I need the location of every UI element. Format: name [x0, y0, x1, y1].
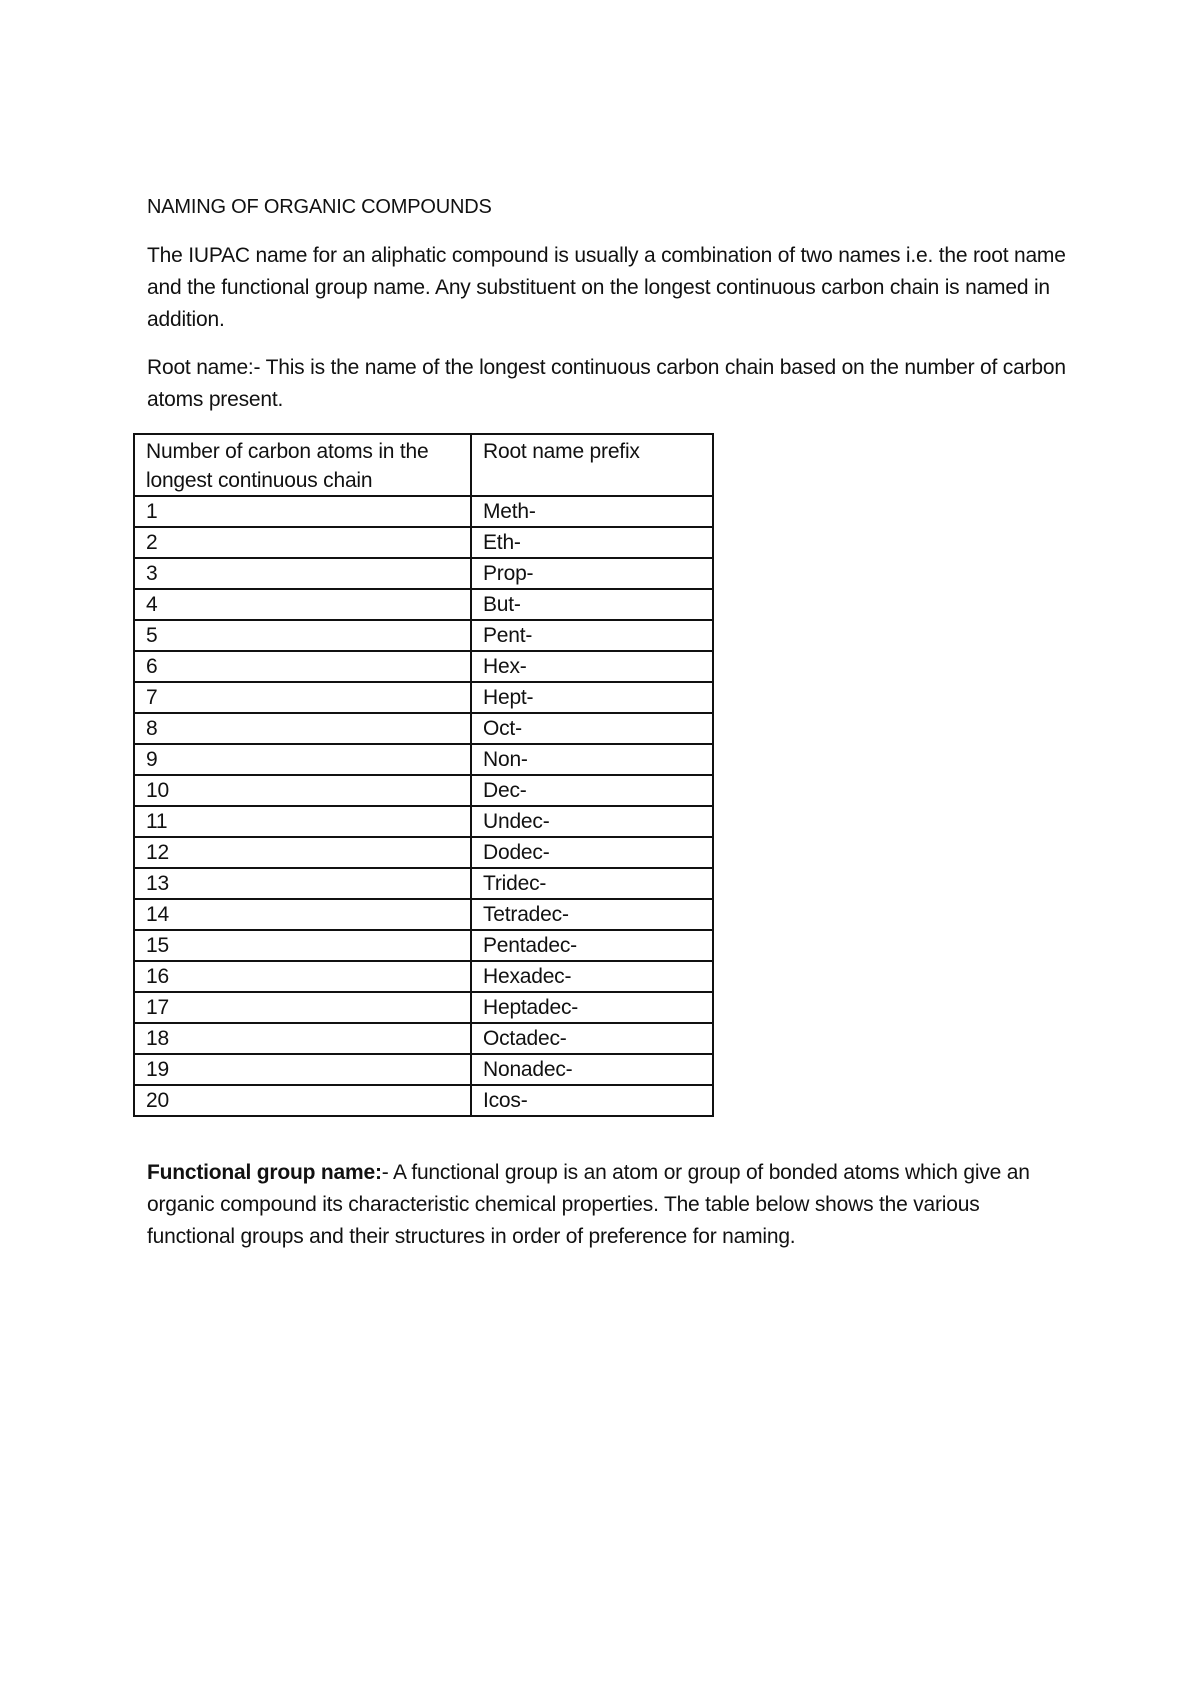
carbon-count-cell: 8 [134, 713, 471, 744]
root-prefix-cell: Tridec- [471, 868, 713, 899]
root-prefix-cell: Non- [471, 744, 713, 775]
carbon-count-cell: 2 [134, 527, 471, 558]
carbon-count-cell: 18 [134, 1023, 471, 1054]
root-prefix-cell: But- [471, 589, 713, 620]
root-prefix-table [133, 433, 714, 1117]
table-row [134, 1054, 713, 1085]
root-prefix-cell: Icos- [471, 1085, 713, 1116]
carbon-count-cell: 3 [134, 558, 471, 589]
root-prefix-cell: Hept- [471, 682, 713, 713]
root-prefix-cell: Tetradec- [471, 899, 713, 930]
root-prefix-cell: Nonadec- [471, 1054, 713, 1085]
functional-group-paragraph [147, 1157, 1067, 1253]
table-row [134, 682, 713, 713]
table-row [134, 620, 713, 651]
carbon-count-cell: 11 [134, 806, 471, 837]
carbon-count-cell: 19 [134, 1054, 471, 1085]
root-name-paragraph: Root name:- This is the name of the longest continuous carbon chain based on the number of carbon atoms present. [147, 356, 1066, 411]
table-row [134, 992, 713, 1023]
table-row [134, 744, 713, 775]
root-prefix-cell: Hex- [471, 651, 713, 682]
table-row [134, 1023, 713, 1054]
table-row [134, 868, 713, 899]
table-row [134, 930, 713, 961]
root-prefix-cell: Dec- [471, 775, 713, 806]
table-row [134, 651, 713, 682]
table-row [134, 496, 713, 527]
carbon-count-cell: 5 [134, 620, 471, 651]
carbon-count-cell: 6 [134, 651, 471, 682]
root-prefix-cell: Pent- [471, 620, 713, 651]
table-row [134, 899, 713, 930]
carbon-count-cell: 4 [134, 589, 471, 620]
root-prefix-cell: Prop- [471, 558, 713, 589]
document-title: NAMING OF ORGANIC COMPOUNDS [147, 196, 492, 218]
carbon-count-cell: 17 [134, 992, 471, 1023]
root-prefix-cell: Undec- [471, 806, 713, 837]
carbon-count-cell: 12 [134, 837, 471, 868]
root-prefix-cell: Heptadec- [471, 992, 713, 1023]
table-row [134, 806, 713, 837]
root-prefix-cell: Meth- [471, 496, 713, 527]
carbon-count-cell: 10 [134, 775, 471, 806]
table-row [134, 1085, 713, 1116]
table-row [134, 558, 713, 589]
document-body [147, 193, 1067, 424]
column-header-carbon-count: Number of carbon atoms in the longest continuous chain [134, 434, 471, 496]
carbon-count-cell: 16 [134, 961, 471, 992]
root-prefix-cell: Pentadec- [471, 930, 713, 961]
carbon-count-cell: 7 [134, 682, 471, 713]
table-row [134, 837, 713, 868]
root-prefix-cell: Hexadec- [471, 961, 713, 992]
functional-group-label: Functional group name: [147, 1161, 382, 1184]
table-row [134, 527, 713, 558]
carbon-count-cell: 14 [134, 899, 471, 930]
functional-group-text: - A functional group is an atom or group of bonded atoms which give an organic compound its characteristic chemical properties. The table below shows the various functional groups and their structures in order of preference for naming. [147, 1161, 1030, 1248]
root-prefix-cell: Eth- [471, 527, 713, 558]
table-row [134, 961, 713, 992]
table-row [134, 589, 713, 620]
table-row [134, 775, 713, 806]
intro-paragraph: The IUPAC name for an aliphatic compound is usually a combination of two names i.e. the root name and the functional group name. Any substituent on the longest continuous carbon chain is named in addition. [147, 244, 1066, 331]
carbon-count-cell: 9 [134, 744, 471, 775]
carbon-count-cell: 15 [134, 930, 471, 961]
table-row [134, 713, 713, 744]
root-prefix-cell: Oct- [471, 713, 713, 744]
root-prefix-cell: Dodec- [471, 837, 713, 868]
table-header-row [134, 434, 713, 496]
carbon-count-cell: 20 [134, 1085, 471, 1116]
carbon-count-cell: 1 [134, 496, 471, 527]
root-prefix-cell: Octadec- [471, 1023, 713, 1054]
carbon-count-cell: 13 [134, 868, 471, 899]
column-header-root-prefix: Root name prefix [471, 434, 713, 496]
table-body [134, 496, 713, 1116]
